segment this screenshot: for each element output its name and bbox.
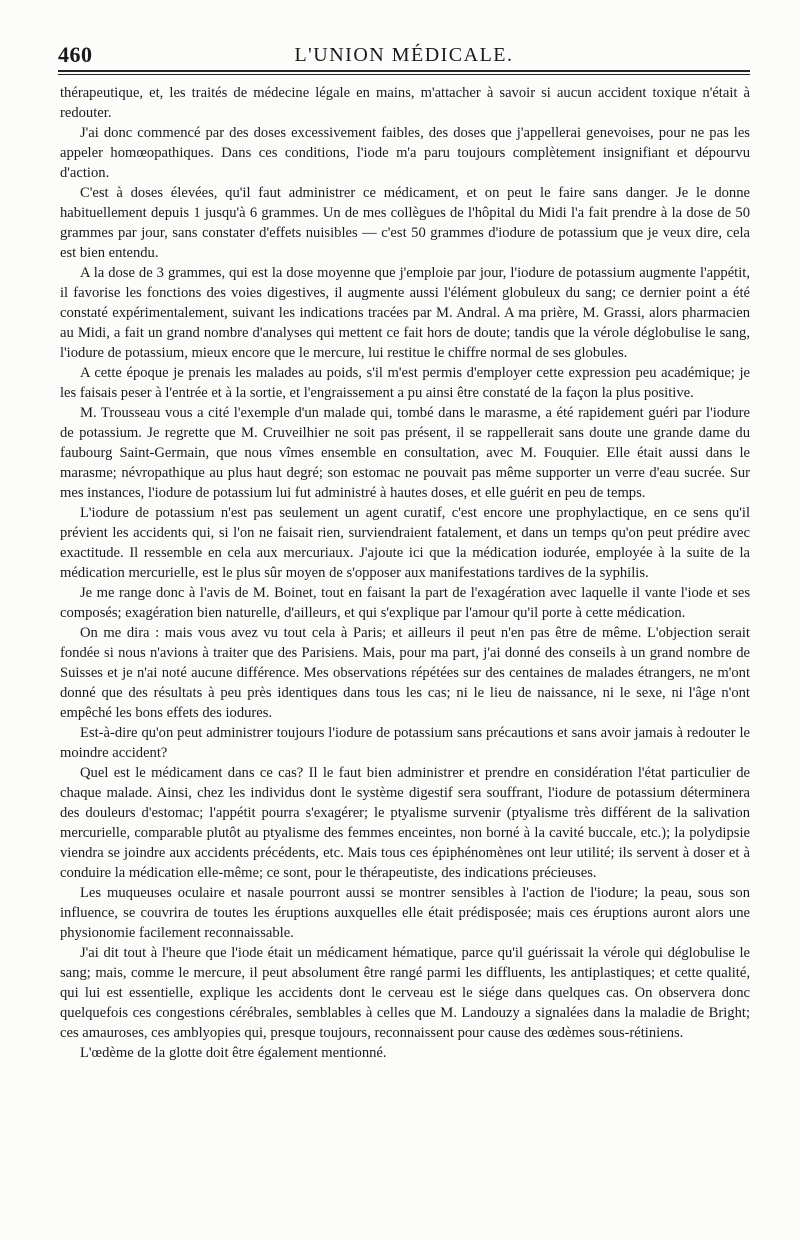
paragraph: Est-à-dire qu'on peut administrer toujours l'iodure de potassium sans précautions et sans avoir jamais à redouter le moindre accident?: [60, 725, 750, 761]
paragraph: J'ai donc commencé par des doses excessivement faibles, des doses que j'appellerai genevoises, pour ne pas les appeler homœopathiques. Dans ces conditions, l'iode m'a paru toujours complètement insignifiant et dépourvu d'action.: [60, 125, 750, 181]
header-rule: [58, 70, 750, 72]
paragraph: A la dose de 3 grammes, qui est la dose moyenne que j'emploie par jour, l'iodure de potassium augmente l'appétit, il favorise les fonctions des voies digestives, il augmente aussi l'élément globuleux du sang; ce dernier point a été constaté expérimentalement, suivant les indications tracées par M. Andral. A ma prière, M. Grassi, alors pharmacien au Midi, a fait un grand nombre d'analyses qui mettent ce fait hors de doute; tandis que la vérole déglobulise le sang, l'iodure de potassium, mieux encore que le mercure, lui restitue le chiffre normal de ses globules.: [60, 265, 750, 361]
paragraph: L'œdème de la glotte doit être également mentionné.: [80, 1045, 387, 1061]
paragraph: thérapeutique, et, les traités de médecine légale en mains, m'attacher à savoir si aucun accident toxique n'était à redouter.: [60, 85, 750, 121]
paragraph: Les muqueuses oculaire et nasale pourront aussi se montrer sensibles à l'action de l'iodure; la peau, sous son influence, se couvrira de toutes les éruptions auxquelles elle était prédisposée; mais ces éruptions auront alors une physionomie facilement reconnaissable.: [60, 885, 750, 941]
running-head: L'UNION MÉDICALE.: [294, 44, 514, 66]
paragraph: M. Trousseau vous a cité l'exemple d'un malade qui, tombé dans le marasme, a été rapidement guéri par l'iodure de potassium. Je regrette que M. Cruveilhier ne soit pas présent, il se rappellerait sans doute une grande dame du faubourg Saint-Germain, que nous vîmes ensemble en consultation, avec M. Fouquier. Elle était aussi dans le marasme; névropathique au plus haut degré; son estomac ne pouvait pas même supporter un verre d'eau sucrée. Sur mes instances, l'iodure de potassium lui fut administré à hautes doses, et elle guérit en peu de temps.: [60, 405, 750, 501]
paragraph: Je me range donc à l'avis de M. Boinet, tout en faisant la part de l'exagération avec laquelle il vante l'iode et ses composés; exagération bien naturelle, d'ailleurs, et qui s'explique par l'amour qu'il porte à cette médication.: [60, 585, 750, 621]
body-text: [60, 83, 750, 1063]
page-header: [58, 40, 750, 70]
paragraph: Quel est le médicament dans ce cas? Il le faut bien administrer et prendre en considération l'état particulier de chaque malade. Ainsi, chez les individus dont le système digestif sera souffrant, l'iodure de potassium déterminera des douleurs d'estomac; l'appétit pourra s'exagérer; le ptyalisme survenir (ptyalisme très différent de la salivation mercurielle, comparable plutôt au ptyalisme des femmes enceintes, non borné à la cavité buccale, etc.); la polydipsie viendra se joindre aux accidents précédents, etc. Mais tous ces épiphénomènes ont leur utilité; ils servent à doser et à conduire la médication elle-même; ce sont, pour le thérapeutiste, des indications précieuses.: [60, 765, 750, 881]
paragraph: J'ai dit tout à l'heure que l'iode était un médicament hématique, parce qu'il guérissait la vérole qui déglobulise le sang; mais, comme le mercure, il peut absolument être rangé parmi les diffluents, les antiplastiques; et cette qualité, qui lui est essentielle, explique les accidents dont le cerveau est le siége dans quelques cas. On observera donc quelquefois ces congestions cérébrales, semblables à celles que M. Landouzy a signalées dans la maladie de Bright; ces amauroses, ces amblyopies qui, presque toujours, reconnaissent pour cause des œdèmes sous-rétiniens.: [60, 945, 750, 1041]
paragraph: C'est à doses élevées, qu'il faut administrer ce médicament, et on peut le faire sans danger. Je le donne habituellement depuis 1 jusqu'à 6 grammes. Un de mes collègues de l'hôpital du Midi l'a fait prendre à la dose de 50 grammes par jour, sans constater d'effets nuisibles — c'est 50 grammes d'iodure de potassium que je veux dire, cela est bien entendu.: [60, 185, 750, 261]
paragraph: On me dira : mais vous avez vu tout cela à Paris; et ailleurs il peut n'en pas être de même. L'objection serait fondée si nous n'avions à traiter que des Parisiens. Mais, pour ma part, j'ai donné des conseils à un grand nombre de Suisses et je n'ai noté aucune différence. Mes observations répétées sur des centaines de malades étrangers, ne m'ont donné que des résultats à peu près identiques dans tous les cas; ni le lieu de naissance, ni le sexe, ni l'âge n'ont empêché les bons effets des iodures.: [60, 625, 750, 721]
paragraph: A cette époque je prenais les malades au poids, s'il m'est permis d'employer cette expression peu académique; je les faisais peser à l'entrée et à la sortie, et l'engraissement a pu ainsi être constaté de la façon la plus positive.: [60, 365, 750, 401]
page-number: 460: [58, 42, 93, 67]
paragraph: L'iodure de potassium n'est pas seulement un agent curatif, c'est encore une prophylactique, en ce sens qu'il prévient les accidents qui, si l'on ne faisait rien, surviendraient fatalement, et dans un temps qu'on peut prédire avec exactitude. Il ressemble en cela aux mercuriaux. J'ajoute ici que la médication iodurée, employée à la suite de la médication mercurielle, est le plus sûr moyen de s'opposer aux manifestations tardives de la syphilis.: [60, 505, 750, 581]
header-rule-thin: [58, 74, 750, 75]
